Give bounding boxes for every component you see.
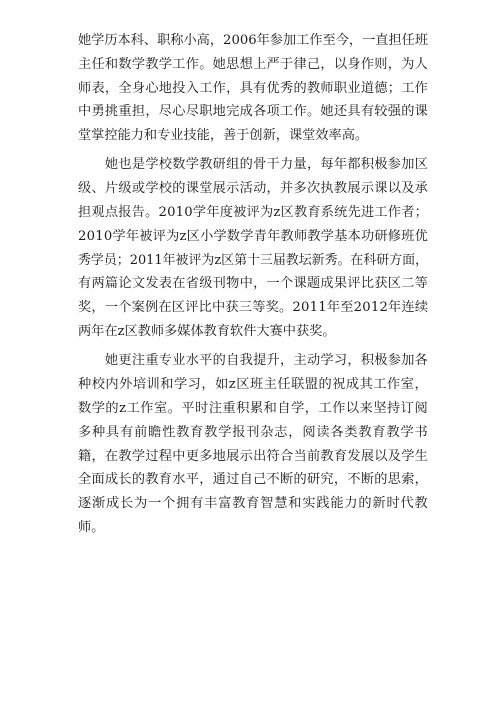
text-line: 她更注重专业水平的自我提升，主动学习，积极参加各 <box>78 353 429 369</box>
document-body <box>78 29 428 540</box>
text-line: 数学的z工作室。平时注重积累和自学，工作以来坚持订阅 <box>78 400 429 416</box>
text-line: 师。 <box>78 519 105 535</box>
text-line: 全面成长的教育水平，通过自己不断的研究，不断的思索， <box>78 472 429 488</box>
text-line: 堂掌控能力和专业技能，善于创新，课堂效率高。 <box>78 128 369 144</box>
paragraph-3 <box>78 349 428 539</box>
text-line: 级、片级或学校的课堂展示活动，并多次执教展示课以及承 <box>78 181 429 197</box>
text-line: 主任和数学教学工作。她思想上严于律己，以身作则，为人 <box>78 56 429 72</box>
text-line: 有两篇论文发表在省级刊物中，一个课题成果评比获区二等 <box>78 276 429 292</box>
text-line: 担观点报告。2010学年度被评为z区教育系统先进工作者； <box>78 205 429 221</box>
text-line: 2010学年被评为z区小学数学青年教师教学基本功研修班优 <box>78 228 429 244</box>
paragraph-2 <box>78 153 428 343</box>
text-line: 她学历本科、职称小高，2006年参加工作至今，一直担任班 <box>78 33 429 48</box>
text-line: 多种具有前瞻性教育教学报刊杂志，阅读各类教育教学书 <box>78 424 429 440</box>
paragraph-1 <box>78 29 428 148</box>
text-line: 她也是学校数学教研组的骨干力量，每年都积极参加区 <box>78 157 429 173</box>
text-line: 秀学员；2011年被评为z区第十三届教坛新秀。在科研方面， <box>78 252 429 268</box>
text-line: 师表，全身心地投入工作，具有优秀的教师职业道德；工作 <box>78 80 429 96</box>
text-line: 种校内外培训和学习，如z区班主任联盟的祝成其工作室， <box>78 377 429 393</box>
text-line: 奖，一个案例在区评比中获三等奖。2011年至2012年连续 <box>78 300 429 316</box>
text-line: 籍，在教学过程中更多地展示出符合当前教育发展以及学生 <box>78 448 429 464</box>
text-line: 中勇挑重担，尽心尽职地完成各项工作。她还具有较强的课 <box>78 104 429 120</box>
text-line: 逐渐成长为一个拥有丰富教育智慧和实践能力的新时代教 <box>78 496 429 512</box>
text-line: 两年在z区教师多媒体教育软件大赛中获奖。 <box>78 324 336 340</box>
